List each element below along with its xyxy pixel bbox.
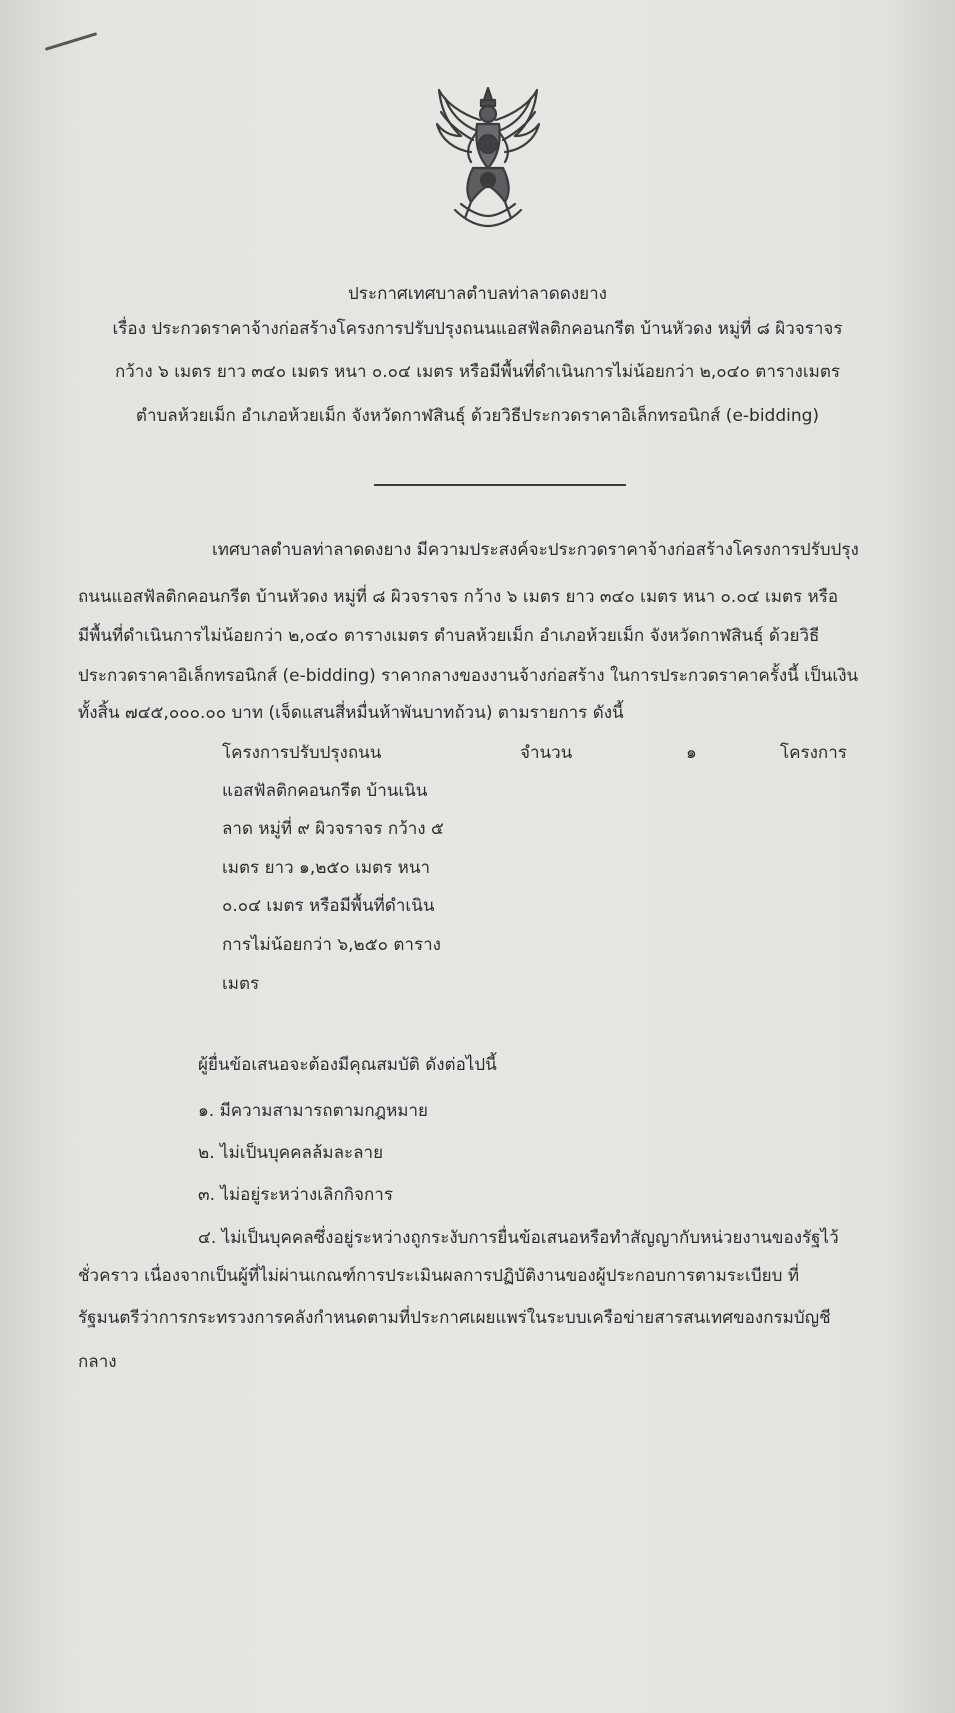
item-description-line-2: แอสฟัลติกคอนกรีต บ้านเนิน (222, 781, 428, 801)
subject-line-3: ตำบลห้วยเม็ก อำเภอห้วยเม็ก จังหวัดกาฬสินธุ์ ด้วยวิธีประกวดราคาอิเล็กทรอนิกส์ (e-bidding) (135, 406, 820, 426)
intro-line-4: ประกวดราคาอิเล็กทรอนิกส์ (e-bidding) ราคากลางของงานจ้างก่อสร้าง ในการประกวดราคาครั้งนี้ เป็นเงิน (78, 666, 859, 686)
item-description-line-4: เมตร ยาว ๑,๒๕๐ เมตร หนา (222, 858, 431, 878)
qualification-2: ๒. ไม่เป็นบุคคลล้มละลาย (198, 1143, 384, 1163)
subject-line-1: เรื่อง ประกวดราคาจ้างก่อสร้างโครงการปรับปรุงถนนแอสฟัลติกคอนกรีต บ้านหัวดง หมู่ที่ ๘ ผิวจราจร (112, 319, 843, 339)
subject-line-2: กว้าง ๖ เมตร ยาว ๓๔๐ เมตร หนา ๐.๐๔ เมตร หรือมีพื้นที่ดำเนินการไม่น้อยกว่า ๒,๐๔๐ ตารางเมตร (114, 362, 841, 382)
qualification-4-line-1: ๔. ไม่เป็นบุคคลซึ่งอยู่ระหว่างถูกระงับการยื่นข้อเสนอหรือทำสัญญากับหน่วยงานของรัฐไว้ (198, 1228, 839, 1248)
qualification-4-line-4: กลาง (78, 1352, 117, 1372)
intro-line-5: ทั้งสิ้น ๗๔๕,๐๐๐.๐๐ บาท (เจ็ดแสนสี่หมื่นห้าพันบาทถ้วน) ตามรายการ ดังนี้ (78, 703, 624, 723)
intro-line-3: มีพื้นที่ดำเนินการไม่น้อยกว่า ๒,๐๔๐ ตารางเมตร ตำบลห้วยเม็ก อำเภอห้วยเม็ก จังหวัดกาฬสินธุ์ ด้วยวิธี (78, 626, 820, 646)
qualification-4-line-3: รัฐมนตรีว่าการกระทรวงการคลังกำหนดตามที่ประกาศเผยแพร่ในระบบเครือข่ายสารสนเทศของกรมบัญชี (78, 1308, 831, 1328)
qualification-3: ๓. ไม่อยู่ระหว่างเลิกกิจการ (198, 1185, 393, 1205)
item-description-line-5: ๐.๐๔ เมตร หรือมีพื้นที่ดำเนิน (222, 896, 435, 916)
garuda-emblem-icon (431, 84, 545, 230)
item-unit: โครงการ (780, 743, 847, 763)
item-description-line-1: โครงการปรับปรุงถนน (222, 743, 382, 763)
pen-mark (45, 32, 98, 51)
intro-line-1: เทศบาลตำบลท่าลาดดงยาง มีความประสงค์จะประกวดราคาจ้างก่อสร้างโครงการปรับปรุง (212, 540, 859, 560)
item-description-line-6: การไม่น้อยกว่า ๖,๒๕๐ ตาราง (222, 935, 441, 955)
item-description-line-3: ลาด หมู่ที่ ๙ ผิวจราจร กว้าง ๕ (222, 819, 444, 839)
header-divider (374, 484, 626, 486)
qualification-4-line-2: ชั่วคราว เนื่องจากเป็นผู้ที่ไม่ผ่านเกณฑ์การประเมินผลการปฏิบัติงานของผู้ประกอบการตามระเบียบ ที่ (78, 1266, 800, 1286)
intro-line-2: ถนนแอสฟัลติกคอนกรีต บ้านหัวดง หมู่ที่ ๘ ผิวจราจร กว้าง ๖ เมตร ยาว ๓๔๐ เมตร หนา ๐.๐๔ เมตร หรือ (78, 587, 839, 607)
item-description-line-7: เมตร (222, 974, 260, 994)
qualification-1: ๑. มีความสามารถตามกฎหมาย (198, 1101, 428, 1121)
item-quantity-label: จำนวน (520, 743, 573, 763)
qualifications-heading: ผู้ยื่นข้อเสนอจะต้องมีคุณสมบัติ ดังต่อไปนี้ (198, 1055, 497, 1075)
item-quantity: ๑ (686, 743, 697, 763)
announcement-title: ประกาศเทศบาลตำบลท่าลาดดงยาง (348, 284, 607, 304)
